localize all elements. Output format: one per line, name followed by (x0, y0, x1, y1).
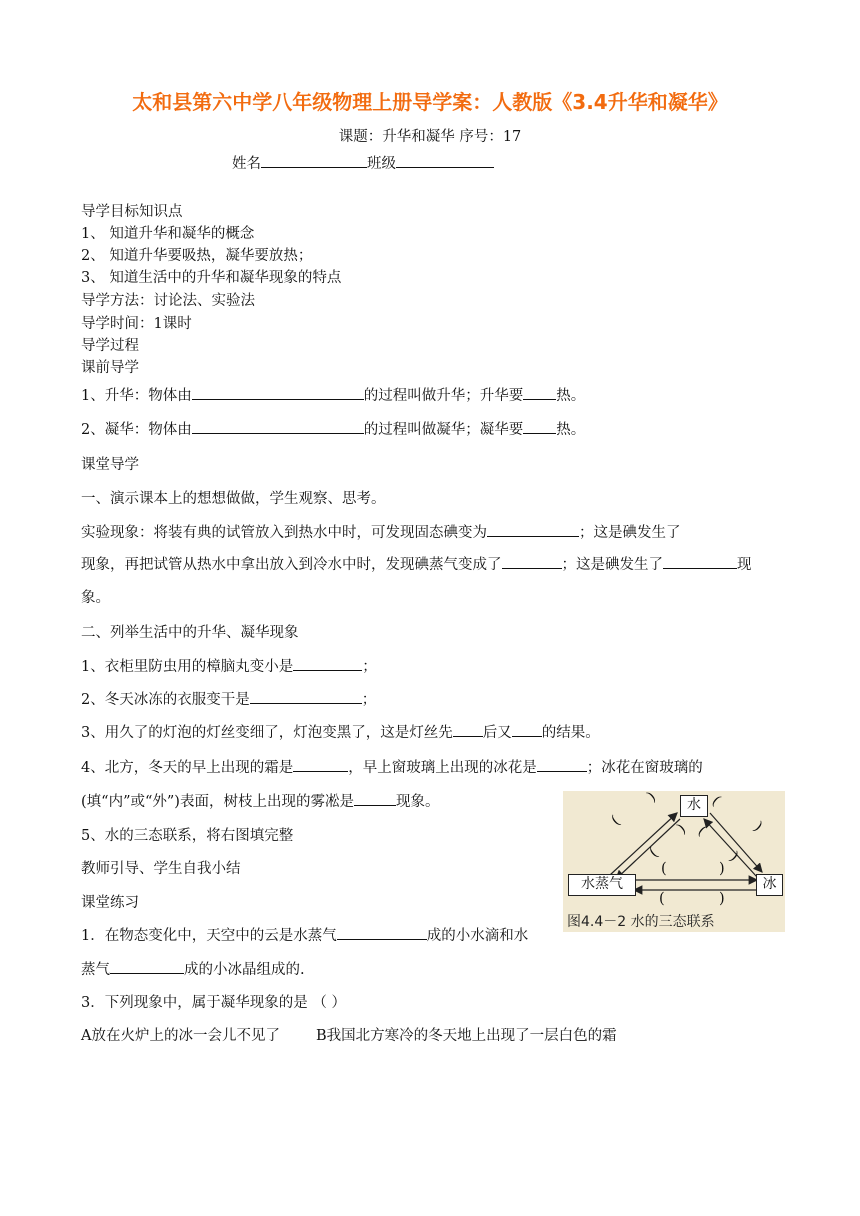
method-line: 导学方法：讨论法、实验法 (81, 293, 255, 309)
blank-close: ) (726, 849, 742, 865)
practice-heading: 课堂练习 (81, 895, 139, 911)
life-example (81, 721, 600, 742)
question-text: 的结果。 (541, 725, 600, 741)
question-text: 热。 (556, 422, 586, 438)
question-text: 实验现象：将装有典的试管放入到热水中时，可发现固态碘变为 (81, 525, 487, 541)
class-label: 班级 (367, 156, 396, 172)
blank-close: ) (750, 819, 766, 835)
answer-blank[interactable] (337, 925, 427, 940)
question-text: 2、凝华：物体由 (81, 422, 192, 438)
answer-blank[interactable] (293, 656, 362, 671)
blank-close: ) (719, 891, 725, 907)
question-text: 现象，再把试管从热水中拿出放入到冷水中时，发现碘蒸气变成了 (81, 557, 502, 573)
experiment-line (81, 521, 681, 542)
name-class-line (232, 152, 494, 173)
blank-open: ( (661, 861, 667, 877)
experiment-line (81, 553, 752, 574)
process-heading: 导学过程 (81, 338, 139, 354)
answer-blank[interactable] (663, 554, 737, 569)
life-example (81, 790, 439, 811)
question-text: 1、衣柜里防虫用的樟脑丸变小是 (81, 659, 294, 675)
class-field[interactable] (396, 153, 494, 168)
blank-open: ( (646, 845, 662, 861)
answer-blank[interactable] (502, 554, 562, 569)
water-box: 水 (680, 795, 708, 817)
experiment-line: 象。 (81, 590, 110, 606)
question-text: 后又 (482, 725, 512, 741)
answer-blank[interactable] (523, 419, 556, 434)
blank-close: ) (644, 789, 660, 805)
answer-blank[interactable] (487, 522, 579, 537)
name-field[interactable] (261, 153, 367, 168)
answer-blank[interactable] (453, 722, 483, 737)
practice-question (81, 924, 528, 945)
part-heading: 二、列举生活中的升华、凝华现象 (81, 625, 299, 641)
answer-blank[interactable] (293, 757, 348, 772)
question-text: 1．在物态变化中，天空中的云是水蒸气 (81, 928, 337, 944)
answer-blank[interactable] (110, 959, 184, 974)
blank-open: ( (708, 793, 724, 809)
question-text: 现象。 (395, 794, 440, 810)
answer-blank[interactable] (512, 722, 542, 737)
question-text: 成的小水滴和水 (426, 928, 529, 944)
in-class-heading: 课堂导学 (81, 457, 139, 473)
answer-blank[interactable] (250, 689, 362, 704)
question-text: (填“内”或“外”)表面，树枝上出现的雾凇是 (81, 794, 354, 810)
question-text: 3、用久了的灯泡的灯丝变细了，灯泡变黑了，这是灯丝先 (81, 725, 453, 741)
ice-box: 冰 (756, 874, 783, 896)
blank-open: ( (608, 813, 624, 829)
water-states-diagram (563, 791, 785, 932)
goal-item: 1、 知道升华和凝华的概念 (81, 226, 255, 242)
answer-blank[interactable] (192, 419, 364, 434)
question-text: ； (361, 692, 377, 708)
document-title: 太和县第六中学八年级物理上册导学案：人教版《3.4升华和凝华》 (132, 90, 728, 114)
blank-open: ( (659, 891, 665, 907)
course-line: 课题：升华和凝华 序号：17 (338, 129, 522, 145)
blank-close: ) (719, 861, 725, 877)
option-b: B我国北方寒冷的冬天地上出现了一层白色的霜 (316, 1028, 617, 1044)
answer-blank[interactable] (523, 385, 556, 400)
question-text: 1、升华：物体由 (81, 388, 192, 404)
question-text: 的过程叫做凝华；凝华要 (363, 422, 524, 438)
pre-class-question (81, 384, 585, 405)
question-text: ，早上窗玻璃上出现的冰花是 (348, 760, 537, 776)
question-text: 的过程叫做升华；升华要 (363, 388, 524, 404)
blank-close: ) (674, 821, 690, 837)
life-example (81, 688, 376, 709)
answer-blank[interactable] (354, 791, 396, 806)
blank-open: ( (694, 823, 710, 839)
question-text: ； (362, 659, 377, 675)
name-label: 姓名 (232, 156, 261, 172)
question-text: 现 (737, 557, 752, 573)
life-example (81, 756, 703, 777)
question-text: 成的小冰晶组成的. (184, 962, 305, 978)
vapor-box: 水蒸气 (568, 874, 636, 896)
time-line: 导学时间：1课时 (81, 316, 192, 332)
part-heading: 一、演示课本上的想想做做，学生观察、思考。 (81, 491, 386, 507)
practice-question (81, 958, 305, 979)
question-text: 4、北方，冬天的早上出现的霜是 (81, 760, 294, 776)
goals-heading: 导学目标知识点 (81, 204, 183, 220)
question-text: 2、冬天冰冻的衣服变干是 (81, 692, 250, 708)
question-text: 蒸气 (81, 962, 110, 978)
pre-class-question (81, 418, 585, 439)
summary-line: 教师引导、学生自我小结 (81, 861, 241, 877)
goal-item: 3、 知道生活中的升华和凝华现象的特点 (81, 270, 342, 286)
answer-blank[interactable] (537, 757, 587, 772)
question-text: ；这是碘发生了 (561, 557, 663, 573)
option-a: A放在火炉上的冰一会儿不见了 (81, 1028, 280, 1044)
life-example: 5、水的三态联系，将右图填完整 (81, 828, 294, 844)
diagram-caption: 图4.4－2 水的三态联系 (567, 914, 715, 930)
pre-class-heading: 课前导学 (81, 360, 139, 376)
goal-item: 2、 知道升华要吸热，凝华要放热； (81, 248, 313, 264)
answer-blank[interactable] (192, 385, 364, 400)
life-example (81, 655, 377, 676)
question-text: ；冰花在窗玻璃的 (586, 760, 703, 776)
practice-question: 3．下列现象中，属于凝华现象的是 （ ） (81, 995, 346, 1011)
question-text: 热。 (556, 388, 586, 404)
question-text: ；这是碘发生了 (579, 525, 681, 541)
